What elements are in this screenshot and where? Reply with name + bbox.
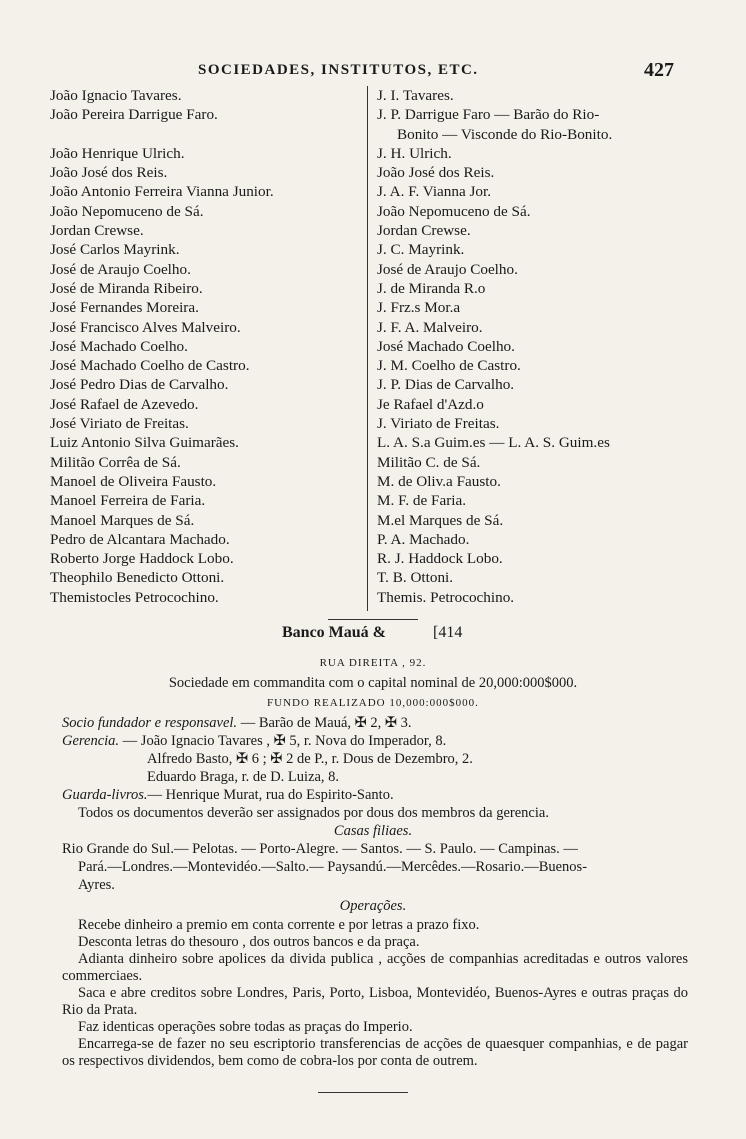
management-label: Gerencia. (62, 733, 120, 749)
operation-item: Desconta letras do thesouro , dos outros bancos e da praça. (78, 934, 420, 950)
member-signature: José Machado Coelho. (377, 337, 515, 355)
bank-address: RUA DIREITA , 92. (319, 657, 427, 669)
bookkeeper-value: — Henrique Murat, rua do Espirito-Santo. (147, 787, 394, 803)
branches-title: Casas filiaes. (333, 823, 413, 839)
bookkeeper-label: Guarda-livros. (62, 787, 148, 803)
operation-item: Recebe dinheiro a premio em conta corrente e por letras a prazo fixo. (78, 917, 480, 933)
member-signatures-column (377, 86, 687, 607)
member-signature: M.el Marques de Sá. (377, 511, 504, 529)
member-signature: J. C. Mayrink. (377, 241, 465, 259)
member-name: José Machado Coelho. (50, 337, 188, 355)
running-header (0, 59, 746, 86)
member-name: José de Miranda Ribeiro. (50, 279, 203, 297)
member-name: José Pedro Dias de Carvalho. (50, 376, 229, 394)
member-name: Pedro de Alcantara Machado. (50, 530, 230, 548)
founder-value: — Barão de Mauá, ✠ 2, ✠ 3. (237, 715, 412, 731)
member-name: João Ignacio Tavares. (50, 87, 182, 104)
member-name: Militão Corrêa de Sá. (50, 453, 181, 471)
member-signature: João Nepomuceno de Sá. (377, 202, 531, 220)
management-line-3: Eduardo Braga, r. de D. Luiza, 8. (147, 769, 340, 785)
member-signature: J. de Miranda R.o (377, 279, 486, 297)
separator-rule-top (328, 619, 418, 620)
member-name: José de Araujo Coelho. (50, 260, 191, 278)
operation-item: Faz identicas operações sobre todas as praças do Imperio. (78, 1019, 413, 1035)
member-name: Theophilo Benedicto Ottoni. (50, 569, 225, 587)
member-name: Jordan Crewse. (50, 222, 144, 240)
column-divider (367, 86, 368, 611)
member-names-column (50, 86, 360, 607)
member-signature-line: Bonito — Visconde do Rio-Bonito. (397, 125, 613, 143)
management-line-2: Alfredo Basto, ✠ 6 ; ✠ 2 de P., r. Dous de Dezembro, 2. (147, 751, 473, 767)
section-title: SOCIEDADES, INSTITUTOS, ETC. (198, 62, 479, 78)
member-name: João Pereira Darrigue Faro. (50, 106, 218, 124)
member-name: João Antonio Ferreira Vianna Junior. (50, 183, 274, 201)
branches-line-1: Rio Grande do Sul.— Pelotas. — Porto-Alegre. — Santos. — S. Paulo. — Campinas. — (62, 841, 578, 857)
member-signature: J. Frz.s Mor.a (377, 299, 461, 317)
member-signature: J. M. Coelho de Castro. (377, 357, 521, 375)
management-line-1 (62, 733, 446, 750)
branches-line-3: Ayres. (78, 877, 115, 893)
bank-fund: FUNDO REALIZADO 10,000:000$000. (267, 697, 479, 709)
member-name: Luiz Antonio Silva Guimarães. (50, 434, 239, 452)
bank-name: Banco Mauá & (282, 624, 386, 641)
bank-capital: Sociedade em commandita com o capital nominal de 20,000:000$000. (168, 675, 578, 691)
member-signature: Je Rafael d'Azd.o (377, 395, 484, 413)
separator-rule-bottom (318, 1092, 408, 1093)
member-signature: J. Viriato de Freitas. (377, 415, 500, 433)
member-name: José Carlos Mayrink. (50, 241, 180, 259)
founder-line (62, 715, 412, 732)
member-signature-line: J. P. Darrigue Faro — Barão do Rio- (377, 106, 600, 124)
founder-label: Socio fundador e responsavel. (62, 715, 238, 731)
member-name: João Nepomuceno de Sá. (50, 202, 204, 220)
operation-item: Encarrega-se de fazer no seu escriptorio transferencias de acções de quaesquer companhias, e de pagar os respectivos dividendos, bem como de cobra-los por conta de outrem. (62, 1036, 688, 1069)
member-signature: J. A. F. Vianna Jor. (377, 183, 492, 201)
member-name: José Rafael de Azevedo. (50, 395, 199, 413)
member-signature: João José dos Reis. (377, 164, 495, 182)
member-name: Manoel de Oliveira Fausto. (50, 472, 217, 490)
member-signature: Militão C. de Sá. (377, 453, 481, 471)
operation-item: Saca e abre creditos sobre Londres, Paris, Porto, Lisboa, Montevidéo, Buenos-Ayres e outras praças do Rio da Prata. (62, 985, 688, 1018)
member-name: José Viriato de Freitas. (50, 415, 189, 433)
member-signature: L. A. S.a Guim.es — L. A. S. Guim.es (377, 434, 610, 452)
member-signature: José de Araujo Coelho. (377, 260, 518, 278)
documents-note: Todos os documentos deverão ser assignados por dous dos membros da gerencia. (78, 805, 549, 821)
bank-reference: [414 (433, 624, 463, 641)
member-signature: R. J. Haddock Lobo. (377, 550, 503, 568)
member-name: Themistocles Petrocochino. (50, 588, 219, 606)
member-name: Roberto Jorge Haddock Lobo. (50, 550, 234, 568)
management-value-1: — João Ignacio Tavares , ✠ 5, r. Nova do Imperador, 8. (119, 733, 447, 749)
bookkeeper-line (62, 787, 394, 804)
member-signature: J. I. Tavares. (377, 87, 454, 104)
member-name: José Fernandes Moreira. (50, 299, 199, 317)
member-signature: M. de Oliv.a Fausto. (377, 472, 501, 490)
member-name: João José dos Reis. (50, 164, 168, 182)
member-name: José Francisco Alves Malveiro. (50, 318, 241, 336)
member-signature: M. F. de Faria. (377, 492, 467, 510)
member-signature: J. F. A. Malveiro. (377, 318, 483, 336)
member-table (0, 86, 746, 616)
operations-title: Operações. (339, 898, 407, 914)
member-signature: P. A. Machado. (377, 530, 470, 548)
member-signature (377, 105, 687, 144)
member-signature: J. P. Dias de Carvalho. (377, 376, 515, 394)
operations-list (62, 917, 688, 1070)
member-name: Manoel Ferreira de Faria. (50, 492, 206, 510)
member-signature: T. B. Ottoni. (377, 569, 454, 587)
operation-item: Adianta dinheiro sobre apolices da divida publica , acções de companhias acreditadas e outros valores commerciaes. (62, 951, 688, 984)
member-signature: Themis. Petrocochino. (377, 588, 515, 606)
member-signature: J. H. Ulrich. (377, 144, 452, 162)
member-name: José Machado Coelho de Castro. (50, 357, 250, 375)
branches-line-2: Pará.—Londres.—Montevidéo.—Salto.— Paysandú.—Mercêdes.—Rosario.—Buenos- (78, 859, 588, 875)
member-name: Manoel Marques de Sá. (50, 511, 195, 529)
member-name: João Henrique Ulrich. (50, 144, 185, 162)
member-signature: Jordan Crewse. (377, 222, 471, 240)
page-number: 427 (644, 59, 674, 81)
